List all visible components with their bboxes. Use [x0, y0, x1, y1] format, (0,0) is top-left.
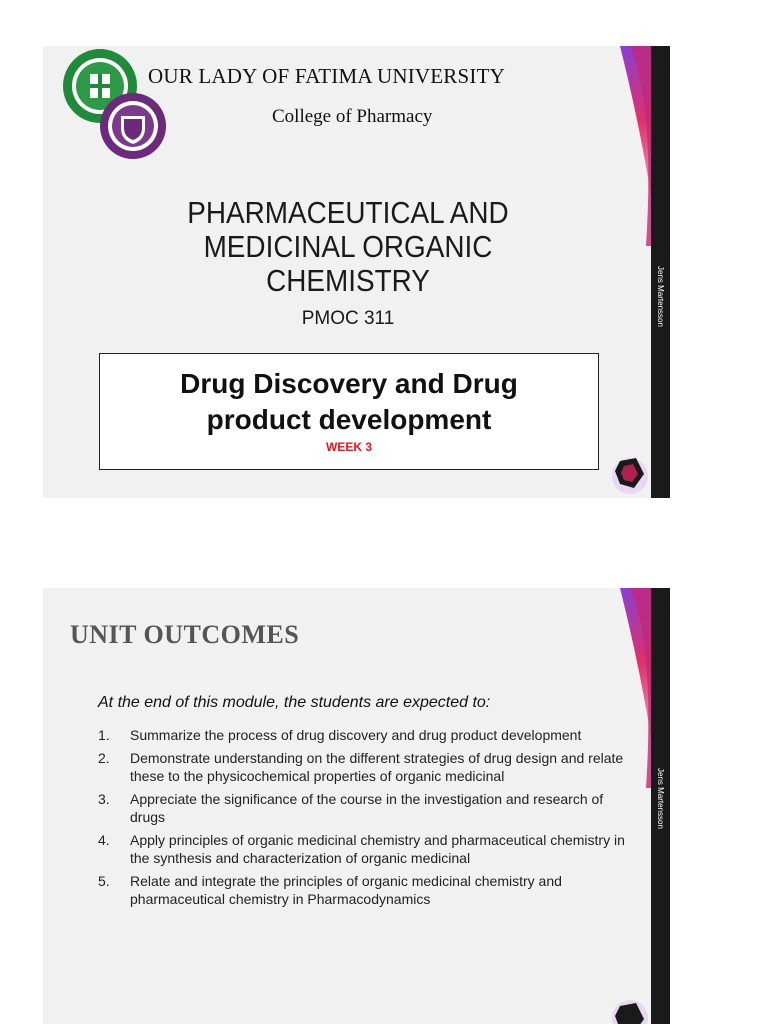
- topic-line: Drug Discovery and Drug: [180, 368, 518, 399]
- course-title-line: CHEMISTRY: [266, 263, 430, 298]
- course-title: [146, 196, 551, 298]
- week-label: WEEK 3: [325, 440, 372, 454]
- topic-line: product development: [206, 404, 492, 435]
- topic-box: [99, 353, 599, 470]
- item-text: Relate and integrate the principles of organic medicinal chemistry and pharmaceutical chemistry in Pharmacodynamics: [130, 873, 562, 907]
- outcomes-slide: [43, 588, 670, 1024]
- item-text: Apply principles of organic medicinal chemistry and pharmaceutical chemistry in the synthesis and characterization of organic medicinal: [130, 832, 625, 866]
- title-slide: [43, 46, 670, 498]
- item-number: 4.: [98, 832, 110, 848]
- list-item: [98, 831, 638, 867]
- author-credit: Jens Martensson: [656, 265, 665, 327]
- outcomes-list: [98, 726, 638, 913]
- item-number: 2.: [98, 750, 110, 766]
- university-name: OUR LADY OF FATIMA UNIVERSITY: [148, 64, 505, 88]
- item-text: Appreciate the significance of the course in the investigation and research of drugs: [130, 791, 604, 825]
- course-title-line: PHARMACEUTICAL AND: [187, 195, 509, 230]
- list-item: [98, 726, 638, 744]
- list-item: [98, 872, 638, 908]
- course-title-line: MEDICINAL ORGANIC: [203, 229, 493, 264]
- course-code: PMOC 311: [301, 308, 395, 329]
- item-number: 3.: [98, 791, 110, 807]
- list-item: [98, 790, 638, 826]
- author-credit: Jens Martensson: [656, 767, 665, 829]
- intro-text: At the end of this module, the students are expected to:: [98, 694, 491, 711]
- item-text: Summarize the process of drug discovery and drug product development: [130, 727, 582, 743]
- item-number: 5.: [98, 873, 110, 889]
- slide-heading: UNIT OUTCOMES: [70, 620, 300, 649]
- college-name: College of Pharmacy: [272, 106, 433, 127]
- list-item: [98, 749, 638, 785]
- item-text: Demonstrate understanding on the different strategies of drug design and relate these to the physicochemical properties of organic medicinal: [130, 750, 624, 784]
- pharmacy-seal-logo: [100, 93, 166, 159]
- item-number: 1.: [98, 727, 110, 743]
